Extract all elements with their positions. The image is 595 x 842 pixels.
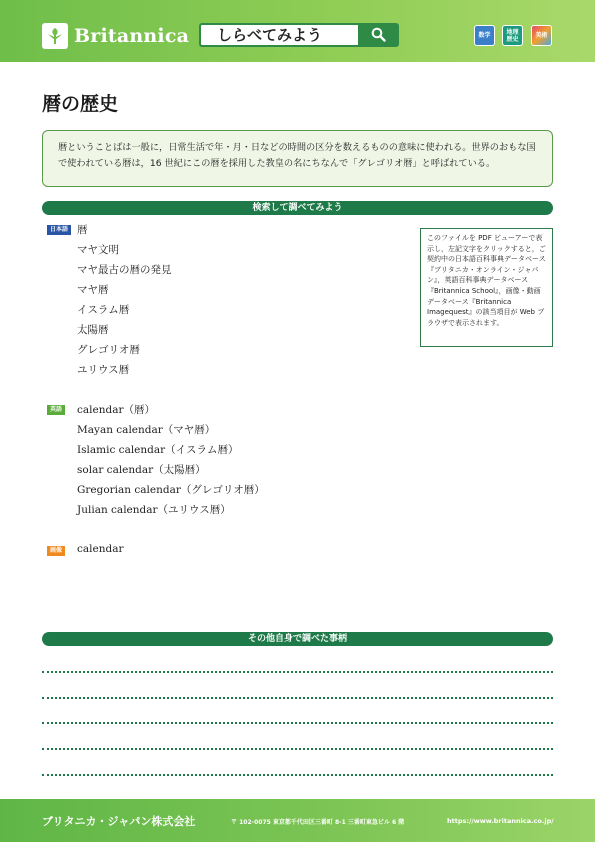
- search-icon: [371, 27, 386, 42]
- term-jp-item[interactable]: イスラム暦: [77, 304, 130, 316]
- term-jp-item[interactable]: マヤ最古の暦の発見: [77, 264, 172, 276]
- header-banner: [0, 0, 595, 62]
- page-title: 暦の歴史: [42, 93, 119, 115]
- writing-line: [42, 774, 553, 776]
- tag-english: 英語: [47, 405, 65, 415]
- term-jp-item[interactable]: グレゴリオ暦: [77, 344, 140, 356]
- term-image-main[interactable]: calendar: [77, 543, 124, 555]
- tag-image: 画像: [47, 546, 65, 556]
- search-button[interactable]: [358, 23, 399, 47]
- other-section-heading: その他自身で調べた事柄: [42, 632, 553, 646]
- usage-note-box: このファイルを PDF ビューアーで表示し，左記文字をクリックすると，ご契約中の日本語百科事典データベース『ブリタニカ・オンライン・ジャパン』，英語百科事典データベース『Britannica School』，画像・動画データベース『Britannica Imagequest』の該当項目が Web ブラウザで表示されます。: [420, 228, 553, 347]
- term-en-main[interactable]: calendar（暦）: [77, 404, 155, 416]
- search-section-heading: 検索して調べてみよう: [42, 201, 553, 215]
- term-en-item[interactable]: Islamic calendar（イスラム暦）: [77, 444, 239, 456]
- writing-line: [42, 697, 553, 699]
- term-jp-main[interactable]: 暦: [77, 224, 88, 236]
- term-en-item[interactable]: Mayan calendar（マヤ暦）: [77, 424, 216, 436]
- term-jp-item[interactable]: マヤ文明: [77, 244, 119, 256]
- writing-line: [42, 722, 553, 724]
- term-en-item[interactable]: solar calendar（太陽暦）: [77, 464, 206, 476]
- thistle-icon: [42, 23, 68, 49]
- term-jp-item[interactable]: 太陽暦: [77, 324, 109, 336]
- term-en-item[interactable]: Julian calendar（ユリウス暦）: [77, 504, 231, 516]
- intro-box: 暦ということばは一般に，日常生活で年・月・日などの時間の区分を数えるものの意味に使われる。世界のおもな国で使われている暦は，16 世紀にこの暦を採用した教皇の名にちなんで「グレゴリオ暦」と呼ばれている。: [42, 130, 553, 187]
- britannica-logo[interactable]: [42, 22, 189, 50]
- brand-name: Britannica: [74, 25, 190, 47]
- company-address: 〒 102-0075 東京都千代田区三番町 8-1 三番町東急ビル 6 階: [231, 819, 405, 826]
- company-name: ブリタニカ・ジャパン株式会社: [42, 815, 196, 828]
- company-url-link[interactable]: https://www.britannica.co.jp/: [447, 817, 554, 825]
- subject-art-icon[interactable]: 美術: [531, 25, 552, 46]
- subject-math-icon[interactable]: 数学: [474, 25, 495, 46]
- search-label-box[interactable]: しらべてみよう: [199, 23, 361, 47]
- writing-line: [42, 671, 553, 673]
- writing-line: [42, 748, 553, 750]
- term-jp-item[interactable]: マヤ暦: [77, 284, 109, 296]
- term-jp-item[interactable]: ユリウス暦: [77, 364, 130, 376]
- tag-japanese: 日本語: [47, 225, 71, 235]
- term-en-item[interactable]: Gregorian calendar（グレゴリオ暦）: [77, 484, 265, 496]
- subject-geo-history-icon[interactable]: 地理 歴史: [502, 25, 523, 46]
- footer-banner: [0, 799, 595, 842]
